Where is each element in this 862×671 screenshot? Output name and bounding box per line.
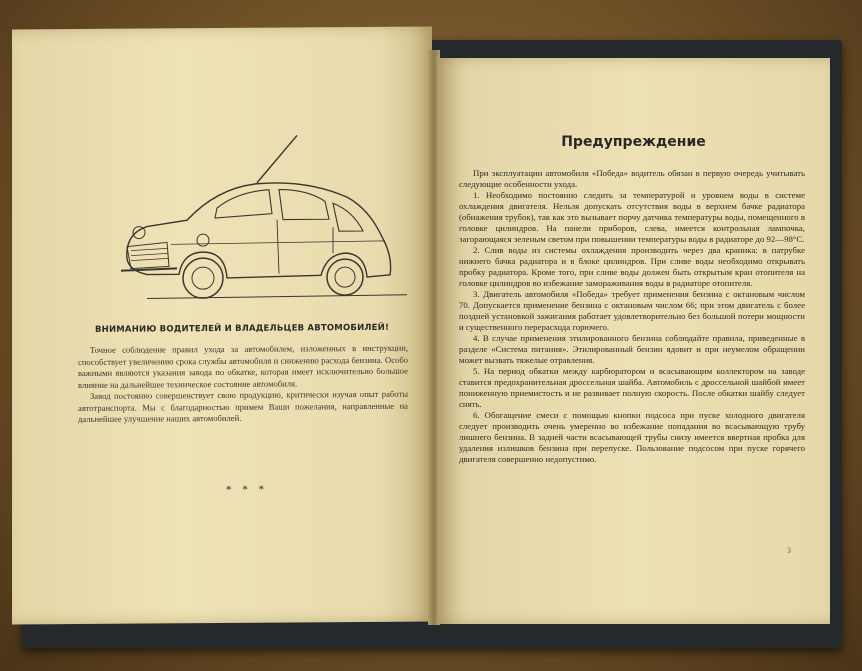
notice-body	[78, 343, 408, 426]
notice-paragraph: Завод постоянно совершенствует свою продукцию, критически изучая опыт работы автотранспорта. Мы с благодарностью примем Ваши пожелания, направленные на дальнейшее улучшение наших автомобилей.	[78, 388, 408, 425]
stars-divider: * * *	[226, 483, 268, 496]
warning-title: Предупреждение	[561, 134, 706, 150]
warning-paragraph: 3. Двигатель автомобиля «Победа» требует применения бензина с октановым числом 70. Допускается применение бензина с октановым числом 66; при этом двигатель с более поздней установкой зажигания работает удовлетворительно без большой потери мощности и существенного перерасхода горючего.	[459, 289, 805, 332]
notice-title: ВНИМАНИЮ ВОДИТЕЛЕЙ И ВЛАДЕЛЬЦЕВ АВТОМОБИЛЕЙ!	[94, 322, 390, 335]
warning-paragraph: 1. Необходимо постоянно следить за температурой и уровнем воды в системе охлаждения двигателя. Нельзя допускать отсутствия воды в верхнем бачке радиатора (обнажения трубок), так как это вызывает порчу датчика температуры воды, помещенного в головке цилиндров. На панели приборов, слева, имеется контрольная лампочка, загорающаяся зеленым светом при повышении температуры воды в радиаторе до 92—98°С.	[459, 190, 805, 244]
warning-paragraph: При эксплуатации автомобиля «Победа» водитель обязан в первую очередь учитывать следующие особенности ухода.	[459, 168, 805, 189]
page-number: 3	[787, 546, 791, 555]
warning-paragraph: 2. Слив воды из системы охлаждения производить через два краника: в патрубке нижнего бачка радиатора и в блоке цилиндров. При сливе воды необходимо открывать пробку радиатора. Кроме того, при сливе воды должен быть открытым кран отопителя на головке цилиндров во избежание замораживания воды в радиаторе отопителя.	[459, 245, 805, 288]
right-page	[437, 58, 830, 624]
warning-paragraph: 4. В случае применения этилированного бензина соблюдайте правила, приведенные в разделе «Система питания». Этилированный бензин ядовит и при неумелом обращении может вызвать тяжелые отравления.	[459, 333, 805, 365]
notice-paragraph: Точное соблюдение правил ухода за автомобилем, изложенных в инструкции, способствует увеличению срока службы автомобиля и снижению расхода бензина. Особо важными являются указания завода по обкатке, которая имеет исключительно большое влияние на дальнейшее техническое состояние автомобиля.	[78, 342, 408, 390]
left-page	[12, 27, 432, 625]
warning-paragraph: 5. На период обкатки между карбюратором и всасывающим коллектором на заводе ставится предохранительная дроссельная шайба. Автомобиль с дроссельной шайбой имеет пониженную приемистость и не развивает полную скорость. После обкатки шайбу следует снять.	[459, 366, 805, 409]
warning-body	[459, 168, 805, 465]
car-illustration	[107, 127, 407, 314]
warning-paragraph: 6. Обогащение смеси с помощью кнопки подсоса при пуске холодного двигателя следует производить очень умеренно во избежание попадания во всасывающую трубу лишнего бензина. В задней части всасывающей трубы снизу имеется ввертная пробка для удаления излишков бензина при перепуске. Пользование подсосом при пуске горячего двигателя совершенно недопустимо.	[459, 410, 805, 464]
